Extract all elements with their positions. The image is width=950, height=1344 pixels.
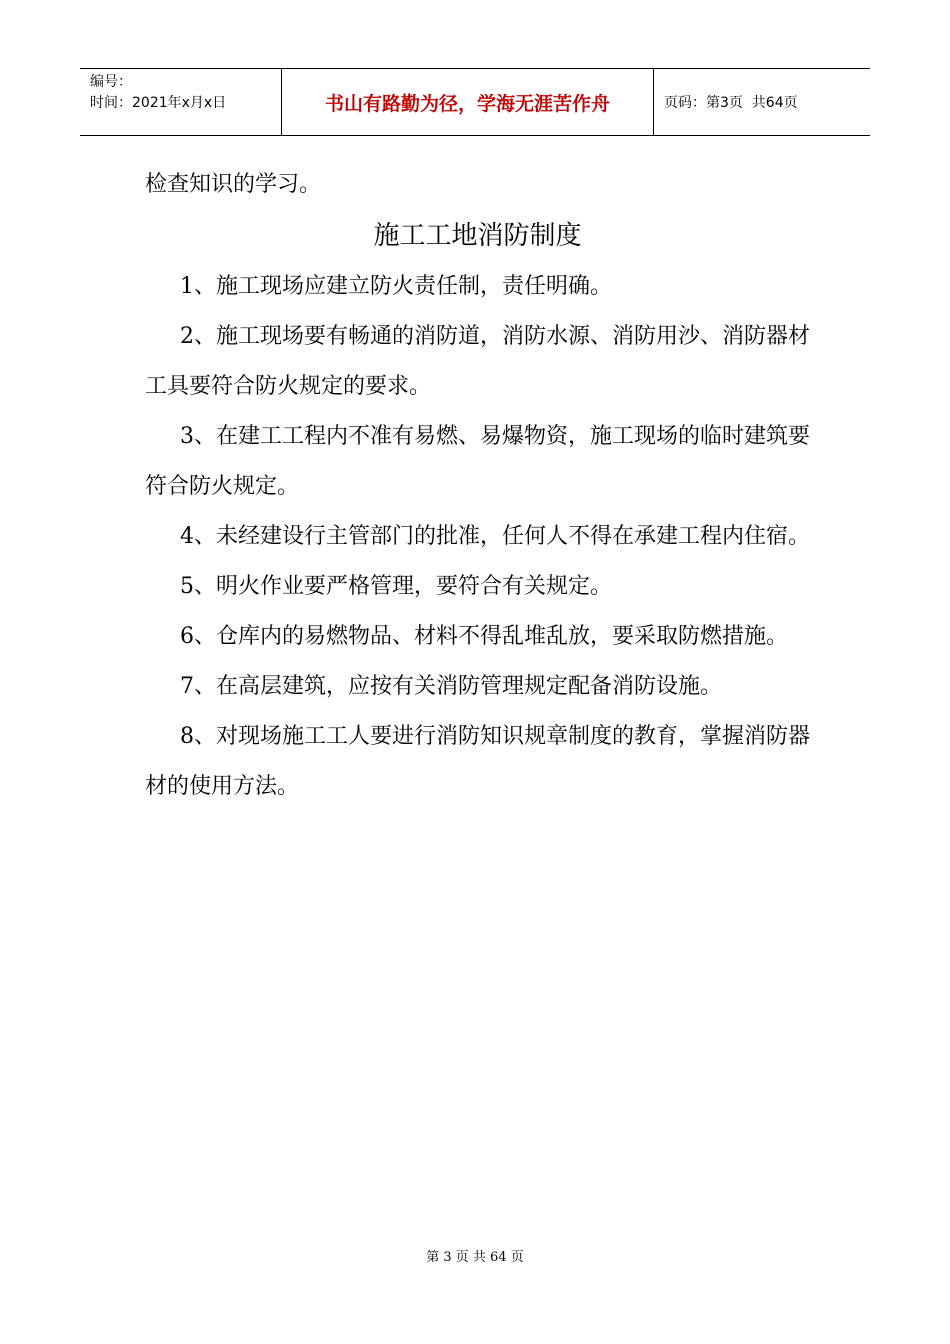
rule-item-1: 1、施工现场应建立防火责任制，责任明确。 xyxy=(180,274,612,299)
document-body xyxy=(145,160,810,812)
serial-number-label: 编号： xyxy=(90,74,132,90)
document-header xyxy=(80,68,870,136)
rule-item-5: 5、明火作业要严格管理，要符合有关规定。 xyxy=(180,574,612,599)
header-page-info: 页码：第3页 共64页 xyxy=(664,95,798,111)
date-label: 时间：2021年x月x日 xyxy=(90,95,227,111)
rule-item-2: 2、施工现场要有畅通的消防道，消防水源、消防用沙、消防器材工具要符合防火规定的要求。 xyxy=(145,324,810,399)
header-motto-cell xyxy=(282,69,654,135)
header-page-cell xyxy=(654,69,870,135)
rule-item-8: 8、对现场施工工人要进行消防知识规章制度的教育，掌握消防器材的使用方法。 xyxy=(145,724,810,799)
lead-line: 检查知识的学习。 xyxy=(145,172,322,197)
rule-item-3: 3、在建工工程内不准有易燃、易爆物资，施工现场的临时建筑要符合防火规定。 xyxy=(145,424,810,499)
header-motto: 书山有路勤为径，学海无涯苦作舟 xyxy=(324,92,610,115)
section-title: 施工工地消防制度 xyxy=(373,221,582,251)
header-meta-cell xyxy=(80,69,282,135)
page-footer: 第 3 页 共 64 页 xyxy=(426,1250,524,1265)
rule-item-6: 6、仓库内的易燃物品、材料不得乱堆乱放，要采取防燃措施。 xyxy=(180,624,788,649)
rule-item-7: 7、在高层建筑，应按有关消防管理规定配备消防设施。 xyxy=(180,674,722,699)
rule-item-4: 4、未经建设行主管部门的批准，任何人不得在承建工程内住宿。 xyxy=(180,524,810,549)
